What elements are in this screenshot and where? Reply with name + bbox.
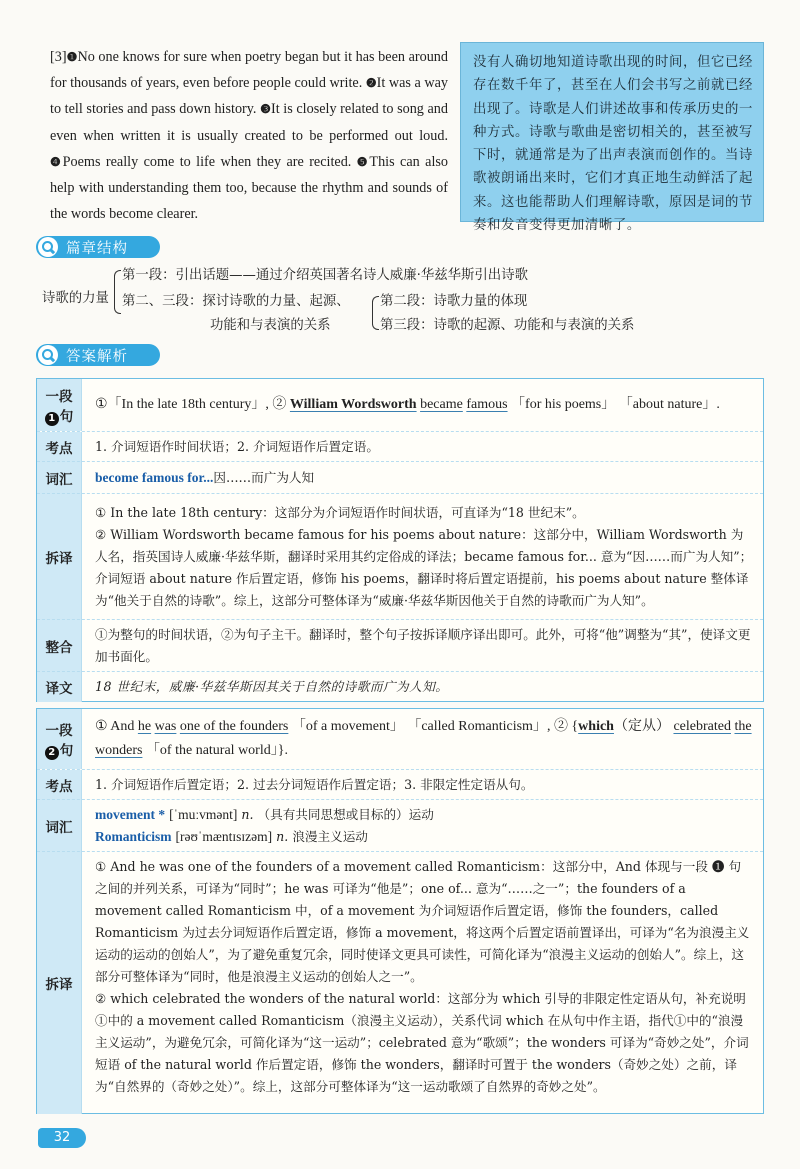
zhenghe-text: ①为整句的时间状语，②为句子主干。翻译时，整个句子按拆译顺序译出即可。此外，可将“他”调整为“其”，使译文更加书面化。 — [95, 627, 751, 664]
chunk: , ② { — [546, 719, 579, 734]
paragraph-label: [3] — [50, 49, 67, 65]
row-content — [95, 462, 753, 494]
modifier: 「of a movement」 — [291, 719, 404, 734]
row-sentence — [37, 379, 763, 431]
chunk: }. — [277, 743, 288, 758]
chaiyi-text-2: ② which celebrated the wonders of the natural world：这部分为 which 引导的非限定性定语从句，补充说明①中的 a movement called Romanticism（浪漫主义运动），关系代词 which 在从句中作主语，指代①中的“浪漫主义运动”，为避免冗余，可简化译为“这一运动”；celebrated 意为“歌颂”；the wonders 可译为“奇妙之处”，介词短语 of the natural world 作后置定语，修饰 the wonders，翻译时可置于 the wonders（奇妙之处）之前，译为“自然界的（奇妙之处）”。综上，这部分可整体译为“这一运动歌颂了自然界的奇妙之处”。 — [95, 991, 749, 1094]
object: the wonders — [95, 719, 752, 758]
yiwen-text: 18 世纪末，威廉·华兹华斯因其关于自然的诗歌而广为人知。 — [95, 679, 449, 694]
vocab-definition: 因……而广为人知 — [213, 470, 315, 485]
page-number: 32 — [38, 1128, 86, 1148]
row-cihui — [37, 799, 763, 852]
sentence-number-badge: 1 — [45, 412, 59, 426]
row-label: 考点 — [37, 432, 82, 462]
row-content — [95, 770, 753, 800]
magnifier-icon — [38, 345, 58, 365]
brace-icon — [372, 296, 379, 330]
label-sentence — [45, 405, 74, 426]
verb: was — [154, 719, 177, 734]
sentence-5: This can also help with understanding them too, because the rhythm and sounds of the words become clearer. — [50, 153, 448, 223]
row-content — [95, 672, 753, 702]
row-content — [95, 620, 753, 672]
complement: famous — [466, 397, 508, 412]
chunk: ①「In the late 18th century」, — [95, 397, 273, 412]
chaiyi-text-1: ① In the late 18th century：这部分为介词短语作时间状语，可直译为“18 世纪末”。 — [95, 505, 585, 520]
section-header-structure — [36, 236, 160, 258]
sentence-number-2: ❷ — [365, 76, 377, 91]
chunk: ② — [272, 397, 290, 412]
structure-paragraph-3: 第三段：诗歌的起源、功能和与表演的关系 — [380, 318, 635, 333]
analysis-box-2 — [36, 708, 764, 1114]
modifier: 「of the natural world」 — [145, 743, 278, 758]
row-content — [95, 379, 753, 431]
row-label: 译文 — [37, 672, 82, 702]
label-text: 一段 — [45, 722, 73, 739]
row-content — [95, 432, 753, 462]
sentence-4: Poems really come to life when they are recited. — [62, 153, 352, 170]
row-label — [37, 709, 82, 769]
sentence-number-3: ❸ — [260, 102, 271, 117]
vocab-pos: n. — [276, 829, 289, 844]
label-sentence — [45, 739, 74, 760]
chunk: ① And — [95, 719, 138, 734]
brace-icon — [114, 270, 121, 314]
modifier: 「about nature」 — [618, 397, 717, 412]
row-label: 词汇 — [37, 800, 82, 852]
row-label — [37, 379, 82, 431]
chaiyi-text-2: ② William Wordsworth became famous for his poems about nature：这部分中，William Wordsworth 为人名，指英国诗人威廉·华兹华斯，翻译时采用其约定俗成的译法；became famous for... 意为“因……而广为人知”；介词短语 about nature 作后置定语，修饰 his poems，翻译时将后置定语提前，his poems about nature 整体译为“他关于自然的诗歌”。综上，这部分可整体译为“威廉·华兹华斯因他关于自然的诗歌而广为人知”。 — [95, 527, 753, 608]
row-content — [95, 494, 753, 620]
row-label: 整合 — [37, 620, 82, 672]
label-text: 句 — [59, 742, 74, 759]
row-label: 拆译 — [37, 494, 82, 620]
row-sentence — [37, 709, 763, 769]
passage-english — [50, 44, 448, 227]
vocab-word: Romanticism — [95, 829, 172, 844]
chunk: . — [716, 397, 720, 412]
row-label: 拆译 — [37, 852, 82, 1114]
row-content — [95, 800, 753, 852]
row-kaodian — [37, 431, 763, 462]
row-label: 词汇 — [37, 462, 82, 494]
section-title: 答案解析 — [66, 348, 128, 365]
vocab-pos: n. — [241, 807, 254, 822]
row-yiwen — [37, 671, 763, 702]
row-zhenghe — [37, 619, 763, 672]
subject: William Wordsworth — [289, 397, 417, 412]
verb: celebrated — [673, 719, 731, 734]
modifier: 「for his poems」 — [511, 397, 616, 412]
kaodian-text: 1. 介词短语作时间状语；2. 介词短语作后置定语。 — [95, 439, 379, 454]
row-chaiyi — [37, 493, 763, 620]
row-kaodian — [37, 769, 763, 800]
subject: he — [137, 719, 152, 734]
complement: one of the founders — [179, 719, 289, 734]
structure-root: 诗歌的力量 — [42, 291, 109, 306]
structure-outline — [42, 264, 762, 334]
section-header-answers — [36, 344, 160, 366]
sentence-analysis — [95, 715, 753, 763]
sentence-3: It is closely related to song and even when written it is usually created to be performed out loud. — [50, 101, 448, 144]
kaodian-text: 1. 介词短语作后置定语；2. 过去分词短语作后置定语；3. 非限定性定语从句。 — [95, 777, 534, 792]
structure-paragraph-2-3: 第二、三段：探讨诗歌的力量、起源、 — [122, 294, 350, 309]
structure-paragraph-1: 第一段：引出话题——通过介绍英国著名诗人威廉·华兹华斯引出诗歌 — [122, 268, 528, 283]
vocab-pronunciation: [rəʊˈmæntɪsɪzəm] — [175, 829, 273, 844]
label-text: 一段 — [45, 388, 73, 405]
row-label: 考点 — [37, 770, 82, 800]
vocab-word: movement * — [95, 807, 166, 822]
sentence-2: It was a way to tell stories and pass down history. — [50, 75, 449, 118]
vocab-word: become famous for... — [95, 470, 214, 485]
relative-pronoun: which — [578, 719, 614, 734]
label-text: 句 — [59, 408, 74, 425]
translation-box — [460, 42, 764, 234]
vocab-definition: （具有共同思想或目标的）运动 — [257, 807, 434, 822]
sentence-number-badge: 2 — [45, 746, 59, 760]
analysis-box-1 — [36, 378, 764, 702]
verb: became — [420, 397, 463, 412]
row-content — [95, 852, 753, 1114]
row-cihui — [37, 461, 763, 494]
translation-text: 没有人确切地知道诗歌出现的时间，但它已经存在数千年了，甚至在人们会书写之前就已经出现了。诗歌是人们讲述故事和传承历史的一种方式。诗歌与歌曲是密切相关的，甚至被写下时，就通常是为了出声表演而创作的。当诗歌被朗诵出来时，它们才真正地生动鲜活了起来。这也能帮助人们理解诗歌，原因是词的节奏和发音变得更加清晰了。 — [473, 55, 753, 234]
sentence-number-4: ❹ — [50, 154, 63, 169]
structure-paragraph-2: 第二段：诗歌力量的体现 — [380, 294, 528, 309]
section-title: 篇章结构 — [66, 240, 128, 257]
row-chaiyi — [37, 851, 763, 1114]
magnifier-icon — [38, 237, 58, 257]
chaiyi-text-1: ① And he was one of the founders of a movement called Romanticism：这部分中，And 体现与一段 ❶ 句之间的并列关系，可译为“同时”；he was 可译为“他是”；one of... 意为“……之一”；the founders of a movement called Romanticism 中，of a movement 为介词短语作后置定语，修饰 the founders，called Romanticism 为过去分词短语作后置定语，修饰 a movement，将这两个后置定语前置译出，可译为“名为浪漫主义运动的运动的创始人”，为了避免重复冗余，同时使译文更具可读性，可简化译为“浪漫主义运动的创始人”。综上，这部分可整体译为“同时，他是浪漫主义运动的创始人之一”。 — [95, 859, 750, 984]
clause-note: （定从） — [613, 719, 670, 734]
modifier: 「called Romanticism」 — [407, 719, 547, 734]
sentence-1: No one knows for sure when poetry began but it has been around for thousands of years, even before people could write. — [50, 49, 448, 92]
row-content — [95, 709, 753, 769]
sentence-number-1: ❶ — [66, 50, 78, 64]
vocab-pronunciation: [ˈmuːvmənt] — [169, 807, 238, 822]
structure-paragraph-2-3-cont: 功能和与表演的关系 — [210, 318, 331, 333]
vocab-definition: 浪漫主义运动 — [292, 829, 368, 844]
sentence-number-5: ❺ — [356, 154, 370, 169]
sentence-analysis — [95, 393, 753, 417]
